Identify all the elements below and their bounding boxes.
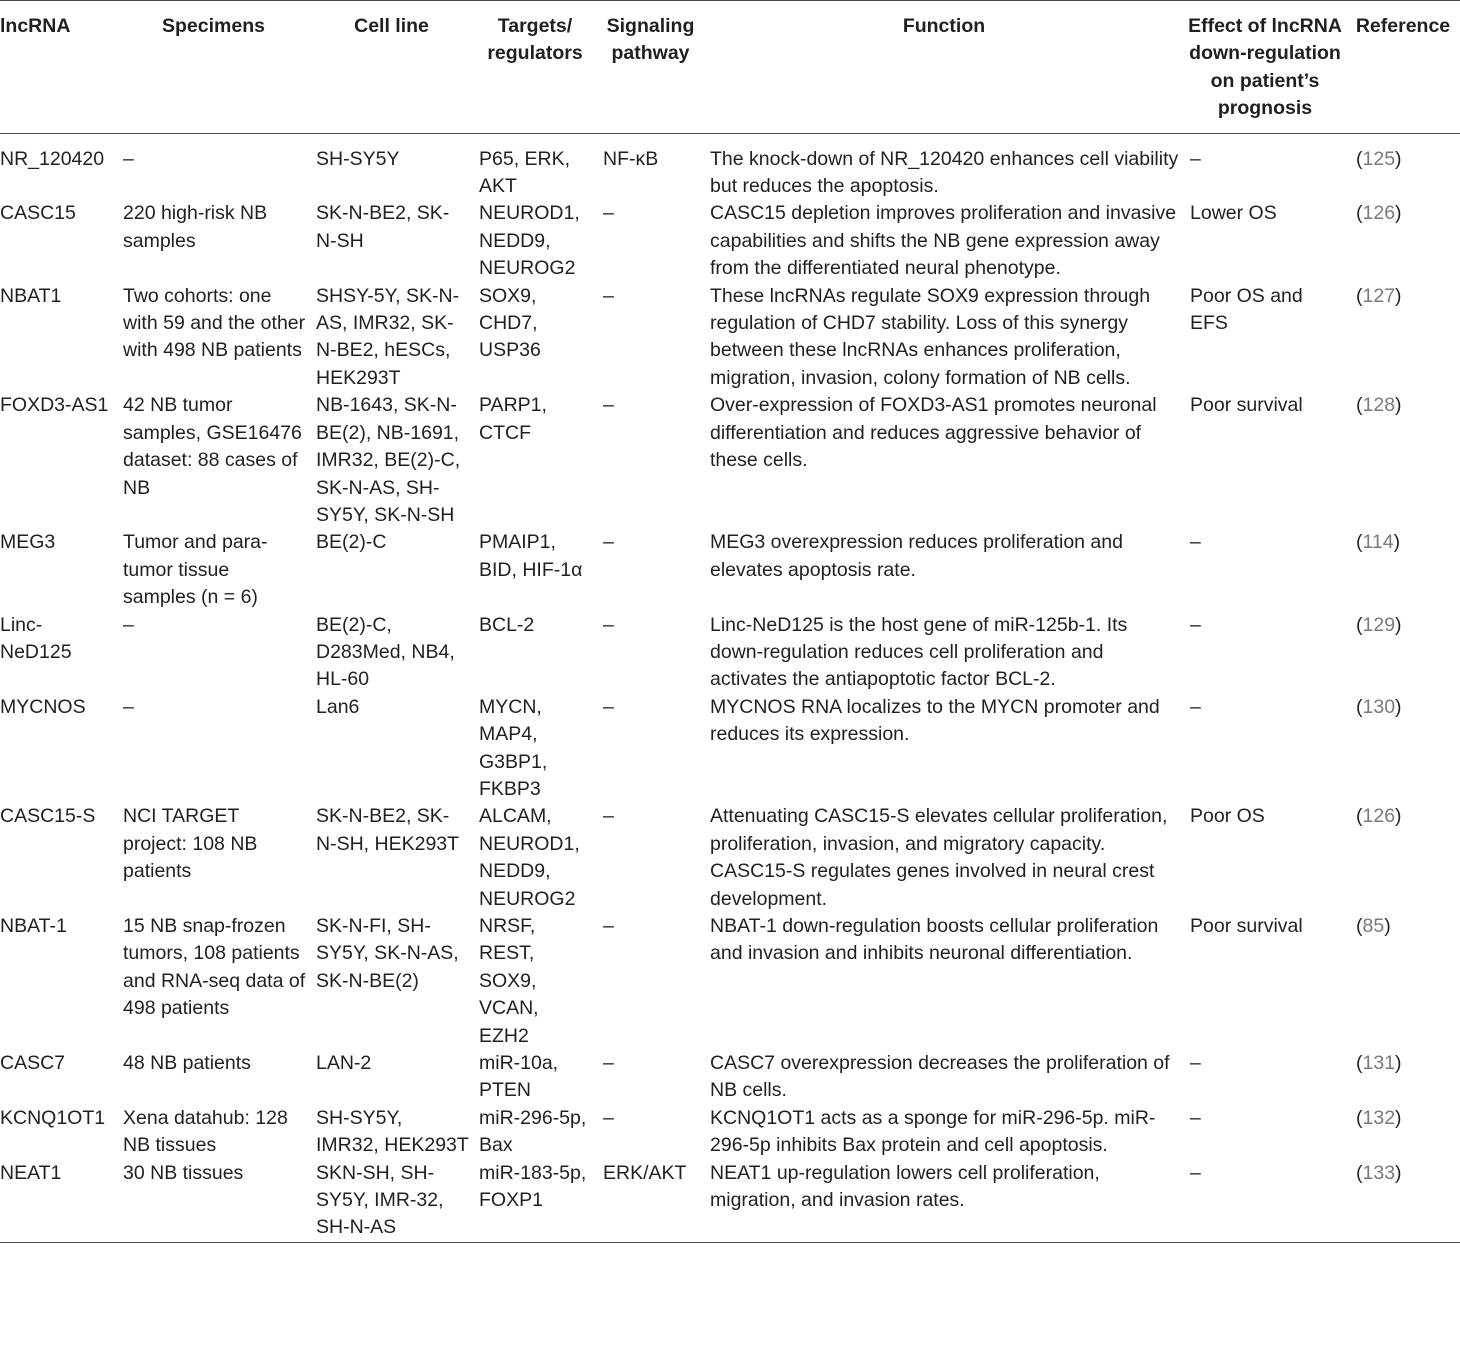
- ref-close-paren: ): [1395, 613, 1402, 636]
- cell-reference: [1346, 803, 1460, 913]
- reference-link[interactable]: 126: [1362, 805, 1396, 828]
- ref-open-paren: (: [1356, 915, 1363, 937]
- cell-specimens: 30 NB tissues: [123, 1161, 244, 1184]
- table-row: [0, 1105, 1460, 1160]
- ref-open-paren: (: [1356, 613, 1363, 636]
- cell-function: NEAT1 up-regulation lowers cell proliferation, migration, and invasion rates.: [710, 1161, 1100, 1212]
- cell-targets: ALCAM, NEUROD1, NEDD9, NEUROG2: [479, 805, 580, 910]
- header-effect: Effect of lncRNA down-regulation on patient’s prognosis: [1188, 15, 1342, 120]
- table-row: [0, 200, 1460, 282]
- reference-link[interactable]: 128: [1362, 394, 1396, 417]
- cell-specimens: 48 NB patients: [123, 1052, 251, 1075]
- ref-open-paren: (: [1356, 394, 1363, 417]
- header-pathway: Signaling pathway: [606, 15, 695, 65]
- cell-function: MYCNOS RNA localizes to the MYCN promoter and reduces its expression.: [710, 695, 1160, 746]
- reference-link[interactable]: 129: [1362, 613, 1396, 636]
- cell-targets: P65, ERK, AKT: [479, 147, 571, 198]
- ref-open-paren: (: [1356, 1052, 1363, 1075]
- ref-open-paren: (: [1356, 805, 1363, 828]
- cell-effect: –: [1190, 613, 1201, 636]
- table-row: [0, 1160, 1460, 1243]
- cell-effect: Poor survival: [1190, 915, 1303, 937]
- cell-targets: PARP1, CTCF: [479, 394, 547, 444]
- reference-link[interactable]: 130: [1362, 695, 1396, 718]
- cell-pathway: –: [603, 531, 614, 554]
- table-row: [0, 913, 1460, 1050]
- cell-cell-line: NB-1643, SK-N-BE(2), NB-1691, IMR32, BE(2)-C, SK-N-AS, SH-SY5Y, SK-N-SH: [316, 394, 461, 526]
- cell-targets: PMAIP1, BID, HIF-1α: [479, 531, 583, 581]
- cell-function: KCNQ1OT1 acts as a sponge for miR-296-5p. miR-296-5p inhibits Bax protein and cell apoptosis.: [710, 1106, 1156, 1157]
- cell-specimens: NCI TARGET project: 108 NB patients: [123, 805, 258, 883]
- cell-cell-line: SH-SY5Y, IMR32, HEK293T: [316, 1106, 469, 1157]
- cell-targets: SOX9, CHD7, USP36: [479, 284, 541, 362]
- ref-close-paren: ): [1395, 695, 1402, 718]
- cell-specimens: Two cohorts: one with 59 and the other with 498 NB patients: [123, 284, 306, 362]
- cell-effect: Poor OS and EFS: [1190, 284, 1303, 335]
- cell-pathway: –: [603, 1106, 614, 1129]
- cell-effect: Poor OS: [1190, 805, 1265, 828]
- cell-targets: miR-183-5p, FOXP1: [479, 1161, 587, 1212]
- ref-close-paren: ): [1393, 531, 1401, 554]
- cell-reference: [1346, 529, 1460, 611]
- cell-effect: –: [1190, 1052, 1201, 1075]
- table-row: [0, 392, 1460, 529]
- cell-specimens: 220 high-risk NB samples: [123, 202, 268, 252]
- cell-specimens: 15 NB snap-frozen tumors, 108 patients and RNA-seq data of 498 patients: [123, 915, 306, 1020]
- cell-targets: MYCN, MAP4, G3BP1, FKBP3: [479, 695, 548, 800]
- ref-open-paren: (: [1356, 147, 1363, 170]
- ref-close-paren: ): [1395, 1052, 1402, 1075]
- cell-targets: NRSF, REST, SOX9, VCAN, EZH2: [479, 915, 539, 1047]
- cell-reference: [1346, 694, 1460, 804]
- ref-close-paren: ): [1395, 284, 1402, 307]
- cell-effect: –: [1190, 695, 1201, 718]
- reference-link[interactable]: 131: [1362, 1052, 1396, 1075]
- cell-specimens: 42 NB tumor samples, GSE16476 dataset: 88 cases of NB: [123, 394, 302, 499]
- cell-reference: [1346, 913, 1460, 1050]
- ref-close-paren: ): [1395, 202, 1402, 225]
- cell-function: Linc-NeD125 is the host gene of miR-125b-1. Its down-regulation reduces cell proliferation and activates the antiapoptotic factor BCL-2.: [710, 613, 1128, 691]
- ref-open-paren: (: [1356, 1161, 1363, 1184]
- cell-lncrna: CASC7: [0, 1052, 66, 1075]
- cell-reference: [1346, 283, 1460, 393]
- cell-function: Over-expression of FOXD3-AS1 promotes neuronal differentiation and reduces aggressive behavior of these cells.: [710, 394, 1157, 472]
- cell-effect: –: [1190, 147, 1201, 170]
- cell-effect: –: [1190, 531, 1201, 554]
- reference-link[interactable]: 132: [1362, 1106, 1396, 1129]
- cell-reference: [1346, 200, 1460, 282]
- cell-lncrna: NBAT1: [0, 284, 62, 307]
- header-row: [0, 1, 1460, 134]
- ref-close-paren: ): [1384, 915, 1391, 937]
- cell-lncrna: NEAT1: [0, 1161, 62, 1184]
- ref-open-paren: (: [1356, 531, 1363, 554]
- cell-pathway: NF-κB: [603, 147, 659, 170]
- cell-specimens: –: [123, 147, 134, 170]
- table-row: [0, 529, 1460, 611]
- cell-function: CASC15 depletion improves proliferation and invasive capabilities and shifts the NB gene expression away from the differentiated neural phenotype.: [710, 202, 1177, 280]
- table-header: [0, 1, 1460, 134]
- cell-function: Attenuating CASC15-S elevates cellular proliferation, proliferation, invasion, and migratory capacity. CASC15-S regulates genes involved in neural crest development.: [710, 805, 1168, 910]
- cell-specimens: Tumor and para-tumor tissue samples (n = 6): [123, 531, 268, 609]
- cell-cell-line: Lan6: [316, 695, 360, 718]
- table-row: [0, 803, 1460, 913]
- cell-targets: miR-296-5p, Bax: [479, 1106, 587, 1157]
- ref-close-paren: ): [1395, 805, 1402, 828]
- reference-link[interactable]: 125: [1362, 147, 1396, 170]
- cell-reference: [1346, 133, 1460, 200]
- cell-pathway: –: [603, 394, 614, 417]
- cell-reference: [1346, 612, 1460, 694]
- ref-open-paren: (: [1356, 695, 1363, 718]
- table-row: [0, 612, 1460, 694]
- cell-pathway: –: [603, 202, 614, 225]
- cell-lncrna: CASC15: [0, 202, 76, 225]
- cell-reference: [1346, 1160, 1460, 1243]
- ref-open-paren: (: [1356, 284, 1363, 307]
- header-lncrna: lncRNA: [0, 15, 71, 37]
- cell-function: MEG3 overexpression reduces proliferation and elevates apoptosis rate.: [710, 531, 1123, 581]
- cell-lncrna: FOXD3-AS1: [0, 394, 109, 417]
- ref-open-paren: (: [1356, 202, 1363, 225]
- cell-lncrna: Linc-NeD125: [0, 613, 72, 663]
- cell-effect: Lower OS: [1190, 202, 1277, 225]
- cell-function: The knock-down of NR_120420 enhances cell viability but reduces the apoptosis.: [710, 147, 1179, 198]
- table-row: [0, 283, 1460, 393]
- cell-reference: [1346, 1050, 1460, 1105]
- cell-cell-line: BE(2)-C, D283Med, NB4, HL-60: [316, 613, 455, 691]
- cell-reference: [1346, 1105, 1460, 1160]
- header-reference: Reference: [1355, 15, 1451, 37]
- ref-close-paren: ): [1395, 147, 1402, 170]
- cell-pathway: –: [603, 695, 614, 718]
- cell-specimens: –: [123, 695, 134, 718]
- cell-pathway: –: [603, 805, 614, 828]
- cell-cell-line: SH-SY5Y: [316, 147, 400, 170]
- table-row: [0, 694, 1460, 804]
- cell-cell-line: SK-N-FI, SH-SY5Y, SK-N-AS, SK-N-BE(2): [316, 915, 459, 992]
- cell-targets: BCL-2: [479, 613, 535, 636]
- cell-targets: miR-10a, PTEN: [479, 1052, 559, 1102]
- header-specimens: Specimens: [162, 15, 265, 37]
- cell-effect: Poor survival: [1190, 394, 1303, 417]
- cell-effect: –: [1190, 1161, 1201, 1184]
- cell-function: CASC7 overexpression decreases the proliferation of NB cells.: [710, 1052, 1170, 1102]
- reference-link[interactable]: 127: [1362, 284, 1396, 307]
- cell-pathway: –: [603, 613, 614, 636]
- cell-lncrna: KCNQ1OT1: [0, 1106, 106, 1129]
- cell-targets: NEUROD1, NEDD9, NEUROG2: [479, 202, 580, 280]
- cell-reference: [1346, 392, 1460, 529]
- header-cell-line: Cell line: [354, 15, 429, 37]
- ref-close-paren: ): [1395, 1161, 1402, 1184]
- reference-link[interactable]: 126: [1362, 202, 1396, 225]
- cell-lncrna: MYCNOS: [0, 695, 86, 718]
- cell-function: NBAT-1 down-regulation boosts cellular proliferation and invasion and inhibits neuronal differentiation.: [710, 915, 1159, 965]
- cell-pathway: –: [603, 1052, 614, 1075]
- cell-cell-line: BE(2)-C: [316, 531, 387, 554]
- cell-lncrna: CASC15-S: [0, 805, 96, 828]
- reference-link[interactable]: 133: [1362, 1161, 1396, 1184]
- cell-cell-line: LAN-2: [316, 1052, 372, 1075]
- header-targets: Targets/ regulators: [487, 15, 583, 65]
- table-row: [0, 133, 1460, 200]
- table-body: [0, 133, 1460, 1242]
- cell-lncrna: MEG3: [0, 531, 56, 554]
- cell-effect: –: [1190, 1106, 1201, 1129]
- cell-cell-line: SK-N-BE2, SK-N-SH: [316, 202, 450, 252]
- reference-link[interactable]: 114: [1362, 531, 1394, 554]
- cell-pathway: ERK/AKT: [603, 1161, 687, 1184]
- cell-lncrna: NBAT-1: [0, 915, 67, 937]
- cell-specimens: –: [123, 613, 134, 636]
- cell-cell-line: SHSY-5Y, SK-N-AS, IMR32, SK-N-BE2, hESCs, HEK293T: [316, 284, 460, 389]
- cell-pathway: –: [603, 284, 614, 307]
- reference-link[interactable]: 85: [1362, 915, 1385, 937]
- cell-cell-line: SKN-SH, SH-SY5Y, IMR-32, SH-N-AS: [316, 1161, 444, 1239]
- cell-cell-line: SK-N-BE2, SK-N-SH, HEK293T: [316, 805, 460, 855]
- ref-open-paren: (: [1356, 1106, 1363, 1129]
- cell-lncrna: NR_120420: [0, 147, 105, 170]
- ref-close-paren: ): [1395, 394, 1402, 417]
- table-row: [0, 1050, 1460, 1105]
- header-function: Function: [902, 15, 986, 37]
- ref-close-paren: ): [1395, 1106, 1402, 1129]
- cell-specimens: Xena datahub: 128 NB tissues: [123, 1106, 288, 1157]
- cell-function: These lncRNAs regulate SOX9 expression through regulation of CHD7 stability. Loss of this synergy between these lncRNAs enhances proliferation, migration, invasion, colony formation of NB cells.: [710, 284, 1151, 389]
- cell-pathway: –: [603, 915, 614, 937]
